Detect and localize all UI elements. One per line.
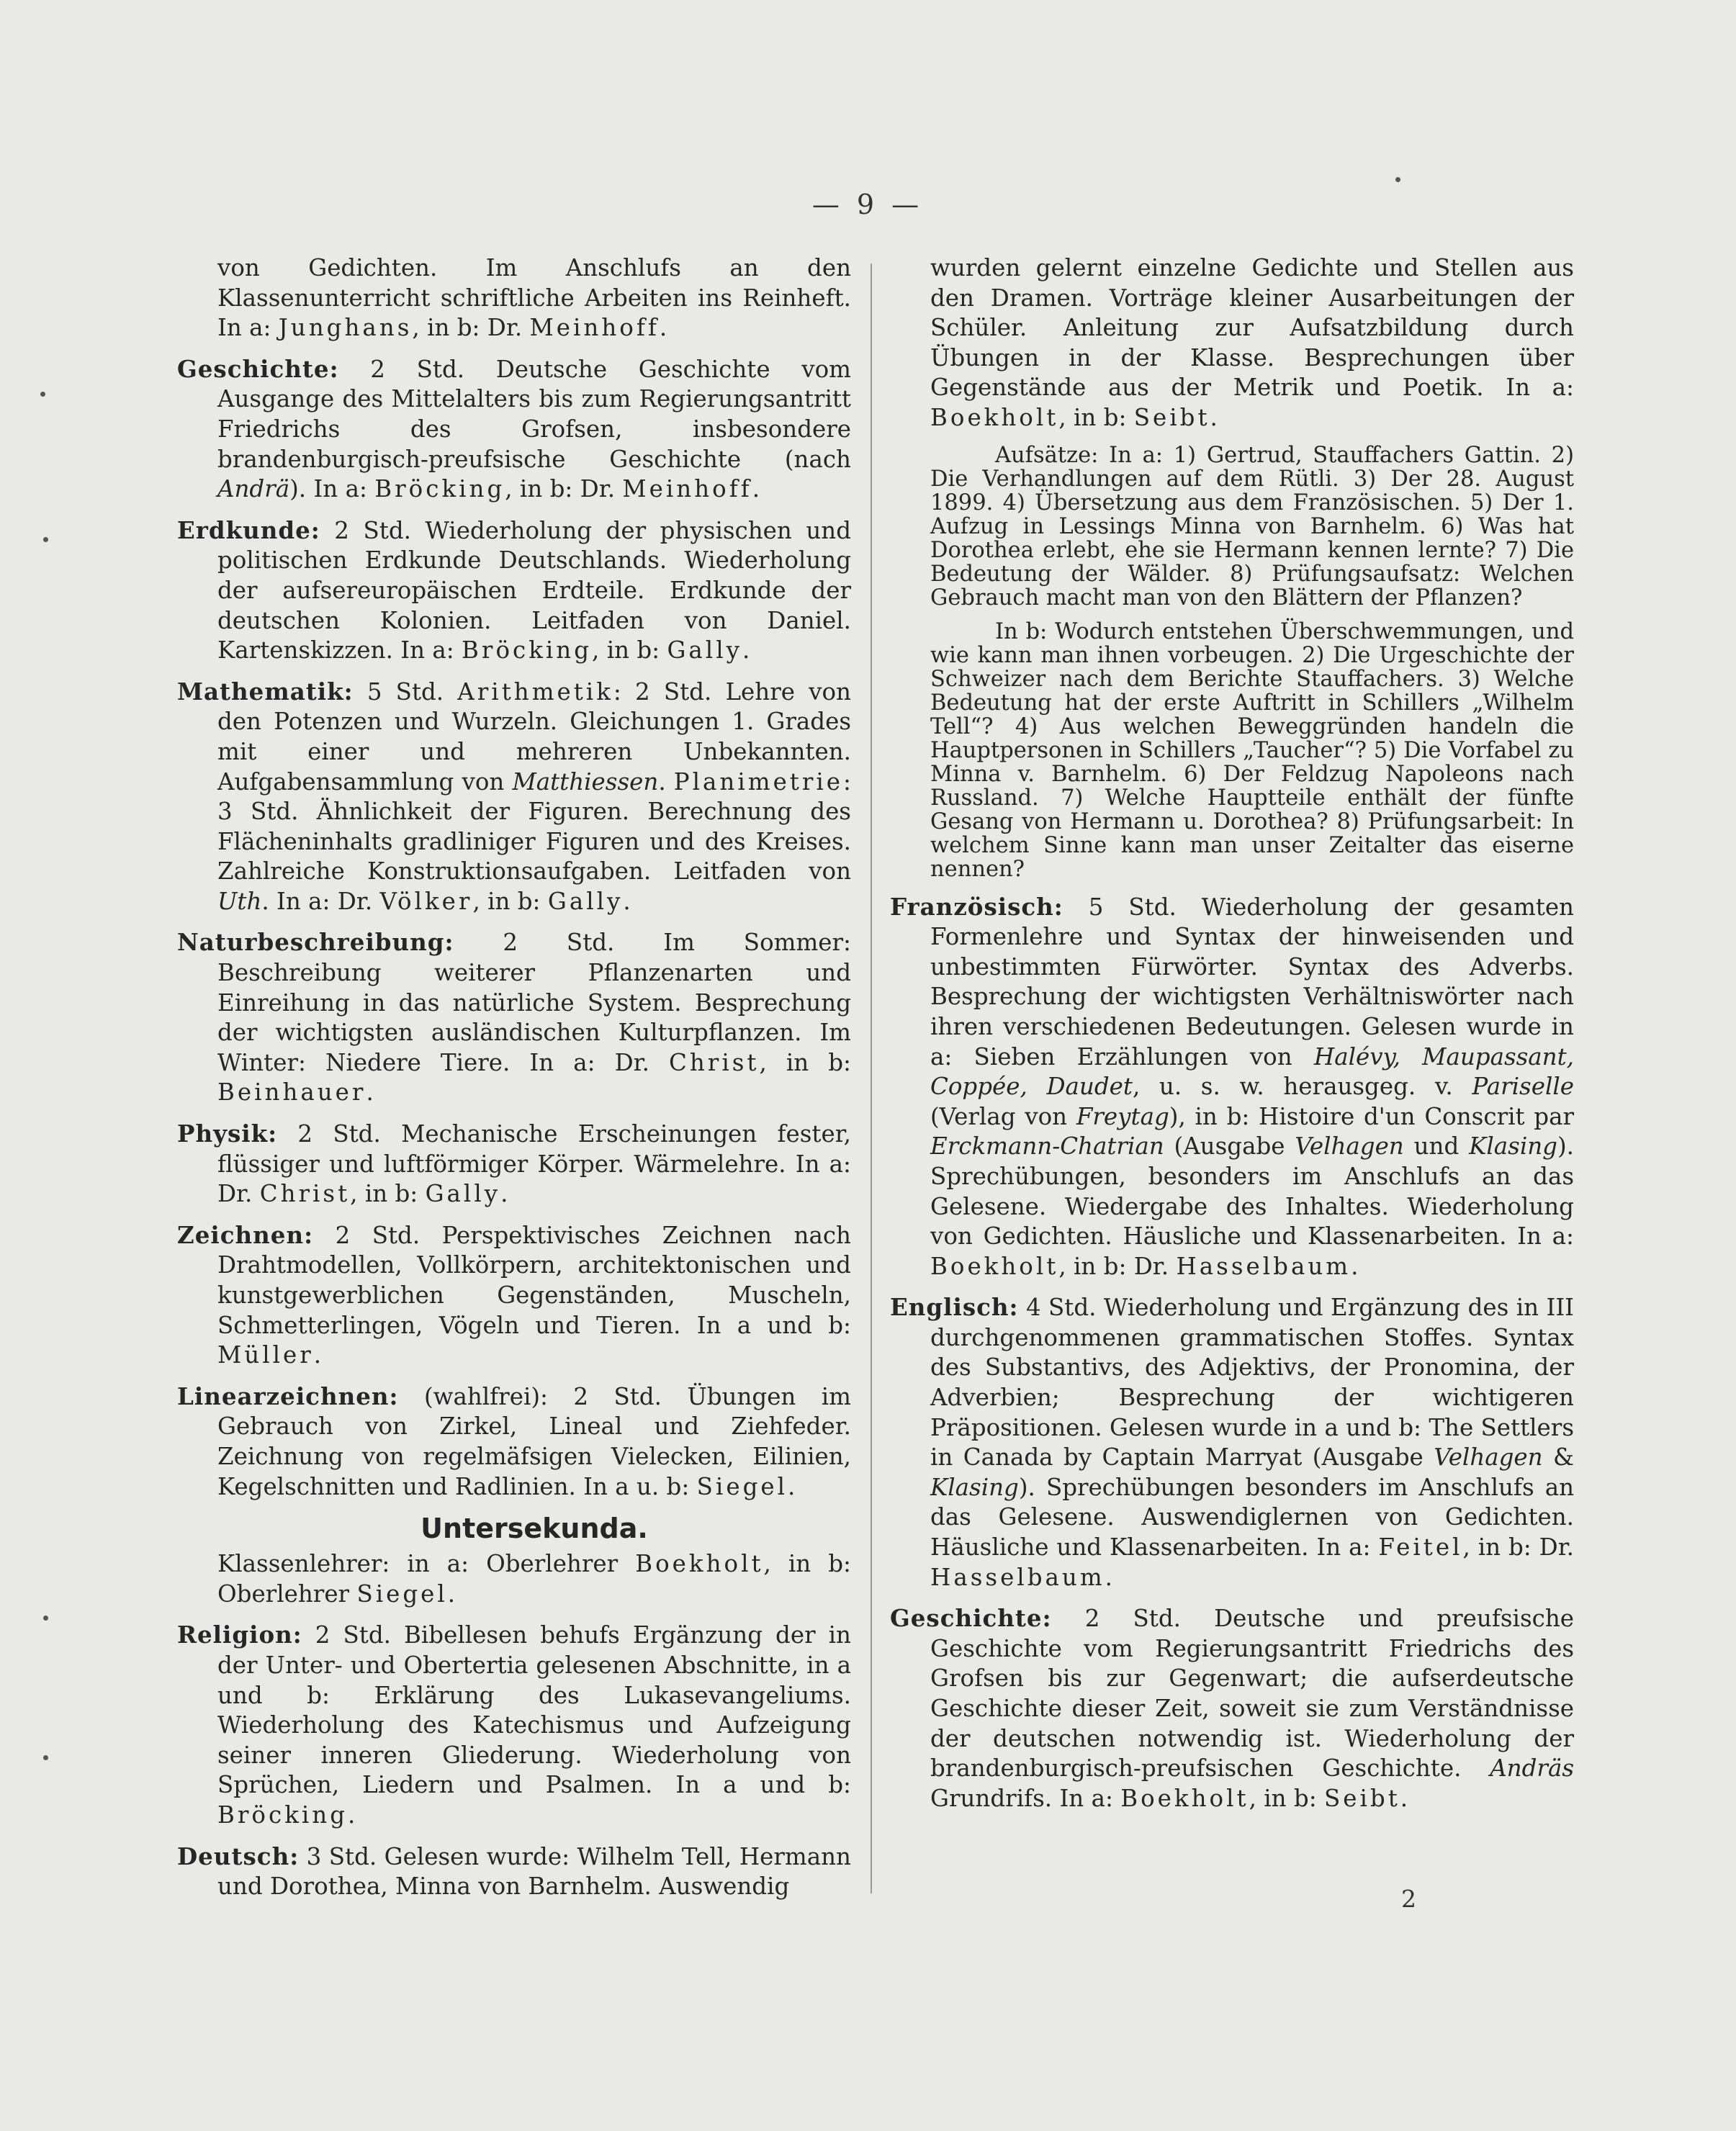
subject-religion: Religion: 2 Std. Bibellesen behufs Ergänzung der in der Unter- und Obertertia gelesenen Abschnitte, in a und b: Erklärung des Lukasevangeliums. Wiederholung des Katechismus und Aufzeigung seiner inneren Gliederung. Wiederholung von Sprüchen, Liedern und Psalmen. In a und b: Bröcking.	[177, 1621, 851, 1829]
subject-heading: Französisch:	[890, 892, 1063, 921]
scan-speck	[43, 537, 48, 542]
subject-heading: Zeichnen:	[177, 1220, 314, 1249]
aufsaetze-list	[930, 443, 1574, 881]
subject-englisch: Englisch: 4 Std. Wiederholung und Ergänzung des in III durchgenommenen grammatischen Stoffes. Syntax des Substantivs, des Adjektivs, der Pronomina, der Adverbien; Besprechung der wichtigeren Präpositionen. Gelesen wurde in a und b: The Settlers in Canada by Captain Marryat (Ausgabe Velhagen & Klasing). Sprechübungen besonders im Anschlufs an das Gelesene. Auswendiglernen von Gedichten. Häusliche und Klassenarbeiten. In a: Feitel, in b: Dr. Hasselbaum.	[890, 1293, 1574, 1591]
subject-heading: Englisch:	[890, 1293, 1019, 1322]
deutsch-continuation: von Gedichten. Im Anschlufs an den Klassenunterricht schriftliche Arbeiten ins Reinheft. In a: Junghans, in b: Dr. Meinhoff.	[217, 254, 851, 342]
subject-heading: Physik:	[177, 1119, 278, 1148]
subject-erdkunde: Erdkunde: 2 Std. Wiederholung der physischen und politischen Erdkunde Deutschlands. Wiederholung der aufsereuropäischen Erdteile. Erdkunde der deutschen Kolonien. Leitfaden von Daniel. Kartenskizzen. In a: Bröcking, in b: Gally.	[177, 515, 851, 664]
aufsaetze-b: In b: Wodurch entstehen Überschwemmungen, und wie kann man ihnen vorbeugen. 2) Die Urgeschichte der Schweizer nach dem Berichte Stauffachers. 3) Welche Bedeutung hat der erste Auftritt in Schillers „Wilhelm Tell“? 4) Aus welchen Beweggründen handeln die Hauptpersonen in Schillers „Taucher“? 5) Die Vorfabel zu Minna v. Barnhelm. 6) Der Feldzug Napoleons nach Russland. 7) Welche Hauptteile enthält der fünfte Gesang von Hermann u. Dorothea? 8) Prüfungsarbeit: In welchem Sinne kann man unser Zeitalter das eiserne nennen?	[930, 618, 1574, 882]
subject-geschichte: Geschichte: 2 Std. Deutsche Geschichte vom Ausgange des Mittelalters bis zum Regierungsantritt Friedrichs des Grofsen, insbesondere brandenburgisch-preufsische Geschichte (nach Andrä). In a: Bröcking, in b: Dr. Meinhoff.	[177, 354, 851, 503]
subject-geschichte-right: Geschichte: 2 Std. Deutsche und preufsische Geschichte vom Regierungsantritt Friedrichs des Grofsen bis zur Gegenwart; die aufserdeutsche Geschichte dieser Zeit, soweit sie zum Verständnisse der deutschen notwendig ist. Wiederholung der brandenburgisch-preufsischen Geschichte. Andräs Grundrifs. In a: Boekholt, in b: Seibt.	[890, 1604, 1574, 1812]
subject-linearzeichnen: Linearzeichnen: (wahlfrei): 2 Std. Übungen im Gebrauch von Zirkel, Lineal und Ziehfeder. Zeichnung von regelmäfsigen Vielecken, Eilinien, Kegelschnitten und Radlinien. In a u. b: Siegel.	[177, 1382, 851, 1500]
subject-heading: Erdkunde:	[177, 515, 320, 544]
subject-heading: Geschichte:	[890, 1604, 1052, 1633]
subject-franzoesisch: Französisch: 5 Std. Wiederholung der gesamten Formenlehre und Syntax der hinweisenden und unbestimmten Fürwörter. Syntax des Adverbs. Besprechung der wichtigsten Verhältniswörter nach ihren verschiedenen Bedeutungen. Gelesen wurde in a: Sieben Erzählungen von Halévy, Maupassant, Coppée, Daudet, u. s. w. herausgeg. v. Pariselle (Verlag von Freytag), in b: Histoire d'un Conscrit par Erckmann-Chatrian (Ausgabe Velhagen und Klasing). Sprechübungen, besonders im Anschlufs an das Gelesene. Wiedergabe des Inhaltes. Wiederholung von Gedichten. Häusliche und Klassenarbeiten. In a: Boekholt, in b: Dr. Hasselbaum.	[890, 892, 1575, 1280]
aufsaetze-a: Aufsätze: In a: 1) Gertrud, Stauffachers Gattin. 2) Die Verhandlungen auf dem Rütli. 3) Der 28. August 1899. 4) Übersetzung aus dem Französischen. 5) Der 1. Aufzug in Lessings Minna von Barnhelm. 6) Was hat Dorothea erlebt, ehe sie Hermann kennen lernte? 7) Die Bedeutung der Wälder. 8) Prüfungsaufsatz: Welchen Gebrauch macht man von den Blättern der Pflanzen?	[930, 442, 1574, 611]
klassenlehrer: Klassenlehrer: in a: Oberlehrer Boekholt, in b: Oberlehrer Siegel.	[217, 1550, 851, 1608]
scan-speck	[43, 1755, 48, 1760]
subject-physik: Physik: 2 Std. Mechanische Erscheinungen fester, flüssiger und luftförmiger Körper. Wärmelehre. In a: Dr. Christ, in b: Gally.	[177, 1119, 851, 1208]
left-column	[177, 253, 851, 1902]
scan-speck	[1395, 177, 1400, 182]
subject-heading: Naturbeschreibung:	[177, 928, 454, 957]
subject-heading: Deutsch:	[177, 1842, 300, 1870]
subject-heading: Linearzeichnen:	[177, 1382, 399, 1410]
scan-speck	[40, 392, 45, 397]
right-column	[890, 253, 1574, 1814]
subject-heading: Geschichte:	[177, 354, 339, 383]
subject-heading: Mathematik:	[177, 677, 354, 706]
subject-zeichnen: Zeichnen: 2 Std. Perspektivisches Zeichnen nach Drahtmodellen, Vollkörpern, architektonischen und kunstgewerblichen Gegenständen, Muscheln, Schmetterlingen, Vögeln und Tieren. In a und b: Müller.	[177, 1220, 851, 1369]
page-number: — 9 —	[811, 189, 924, 220]
column-divider	[871, 263, 872, 1893]
deutsch-continuation-right: wurden gelernt einzelne Gedichte und Stellen aus den Dramen. Vorträge kleiner Ausarbeitungen der Schüler. Anleitung zur Aufsatzbildung durch Übungen in der Klasse. Besprechungen über Gegenstände aus der Metrik und Poetik. In a: Boekholt, in b: Seibt.	[930, 254, 1574, 431]
sheet-signature-number: 2	[1401, 1885, 1416, 1913]
subject-deutsch: Deutsch: 3 Std. Gelesen wurde: Wilhelm Tell, Hermann und Dorothea, Minna von Barnhelm. Auswendig	[177, 1842, 851, 1901]
scan-speck	[43, 1616, 48, 1621]
subject-naturbeschreibung: Naturbeschreibung: 2 Std. Im Sommer: Beschreibung weiterer Pflanzenarten und Einreihung in das natürliche System. Besprechung der wichtigsten ausländischen Kulturpflanzen. Im Winter: Niedere Tiere. In a: Dr. Christ, in b: Beinhauer.	[177, 928, 851, 1107]
subject-mathematik: Mathematik: 5 Std. Arithmetik: 2 Std. Lehre von den Potenzen und Wurzeln. Gleichungen 1. Grades mit einer und mehreren Unbekannten. Aufgabensammlung von Matthiessen. Planimetrie: 3 Std. Ähnlichkeit der Figuren. Berechnung des Flächeninhalts gradliniger Figuren und des Kreises. Zahlreiche Konstruktionsaufgaben. Leitfaden von Uth. In a: Dr. Völker, in b: Gally.	[177, 677, 851, 915]
section-title: Untersekunda.	[420, 1513, 648, 1545]
subject-heading: Religion:	[177, 1621, 302, 1649]
